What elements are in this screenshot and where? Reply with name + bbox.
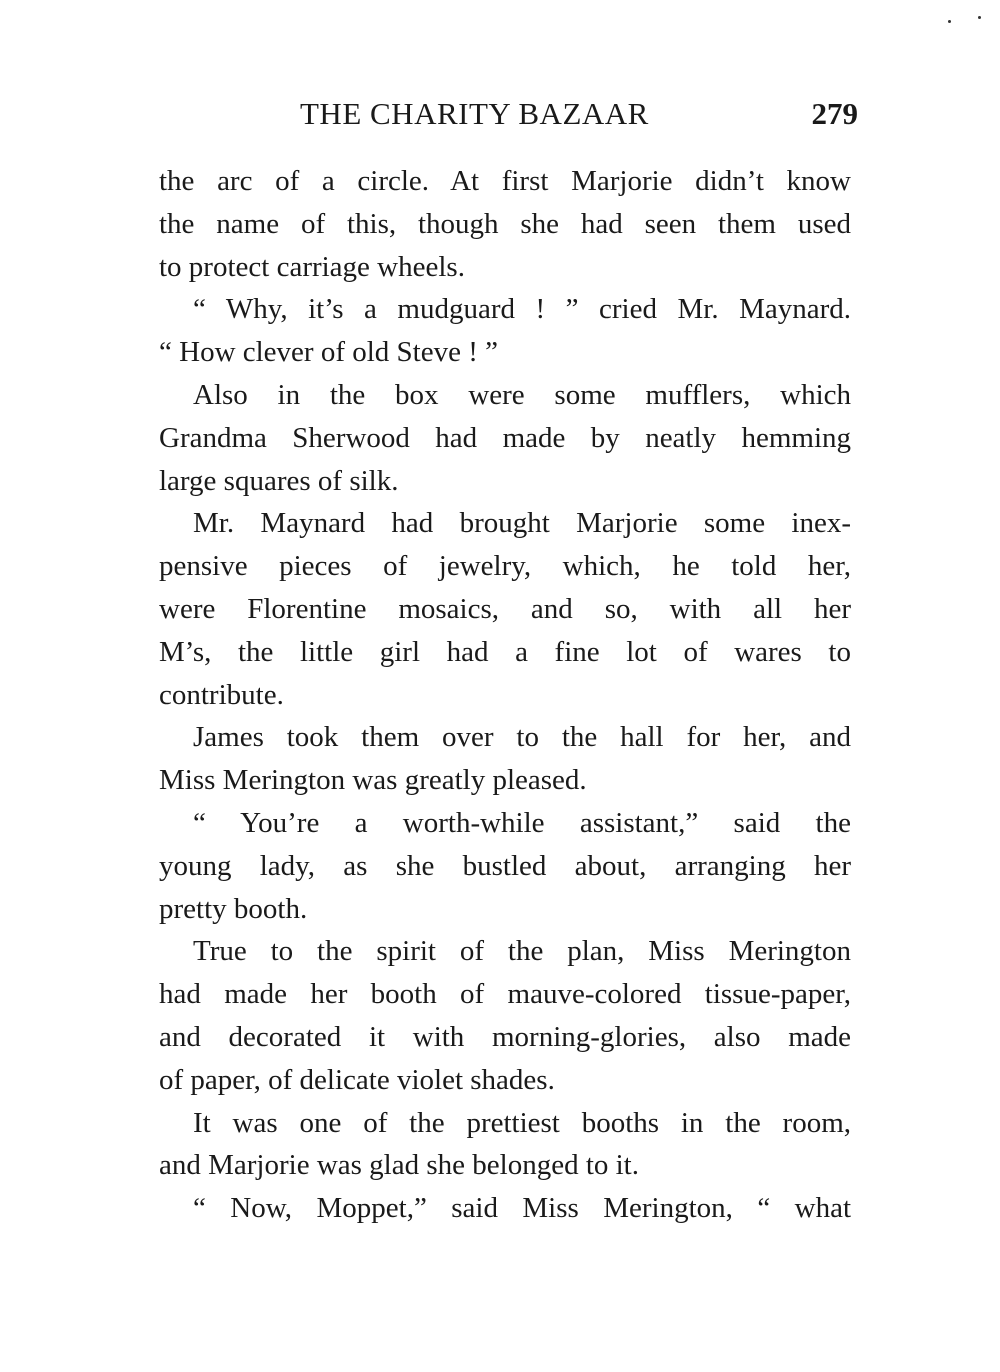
text-line: “ How clever of old Steve ! ” (159, 336, 499, 369)
text-line: pensive pieces of jewelry, which, he told her, (159, 550, 851, 583)
text-line: Also in the box were some mufflers, which (193, 378, 851, 411)
text-line: had made her booth of mauve-colored tissue-paper, (159, 978, 851, 1011)
text-line: and decorated it with morning-glories, also made (159, 1020, 851, 1053)
text-line: “ Why, it’s a mudguard ! ” cried Mr. Maynard. (193, 293, 851, 326)
text-line: pretty booth. (159, 892, 308, 925)
text-line: the name of this, though she had seen them used (159, 207, 851, 240)
text-line: M’s, the little girl had a fine lot of wares to (159, 635, 851, 668)
text-line: large squares of silk. (159, 464, 399, 497)
text-line: Mr. Maynard had brought Marjorie some inex- (193, 507, 851, 540)
text-line: contribute. (159, 678, 284, 711)
page-header (300, 96, 860, 140)
text-line: Miss Merington was greatly pleased. (159, 764, 587, 797)
text-line: “ You’re a worth-while assistant,” said the (193, 806, 851, 839)
text-line: Grandma Sherwood had made by neatly hemming (159, 421, 851, 454)
scan-speck (978, 16, 981, 19)
text-line: of paper, of delicate violet shades. (159, 1063, 555, 1096)
scan-speck (948, 20, 951, 23)
body-text (159, 160, 851, 1230)
text-line: young lady, as she bustled about, arranging her (159, 849, 851, 882)
text-line: and Marjorie was glad she belonged to it. (159, 1149, 639, 1182)
text-line: James took them over to the hall for her, and (193, 721, 851, 754)
running-title: THE CHARITY BAZAAR (300, 96, 649, 131)
page-number: 279 (811, 96, 858, 131)
text-line: True to the spirit of the plan, Miss Merington (193, 935, 851, 968)
text-line: It was one of the prettiest booths in the room, (193, 1106, 851, 1139)
text-line: the arc of a circle. At first Marjorie didn’t know (159, 165, 851, 197)
text-line: “ Now, Moppet,” said Miss Merington, “ what (193, 1192, 851, 1225)
text-line: were Florentine mosaics, and so, with all her (159, 592, 851, 625)
text-line: to protect carriage wheels. (159, 250, 465, 283)
